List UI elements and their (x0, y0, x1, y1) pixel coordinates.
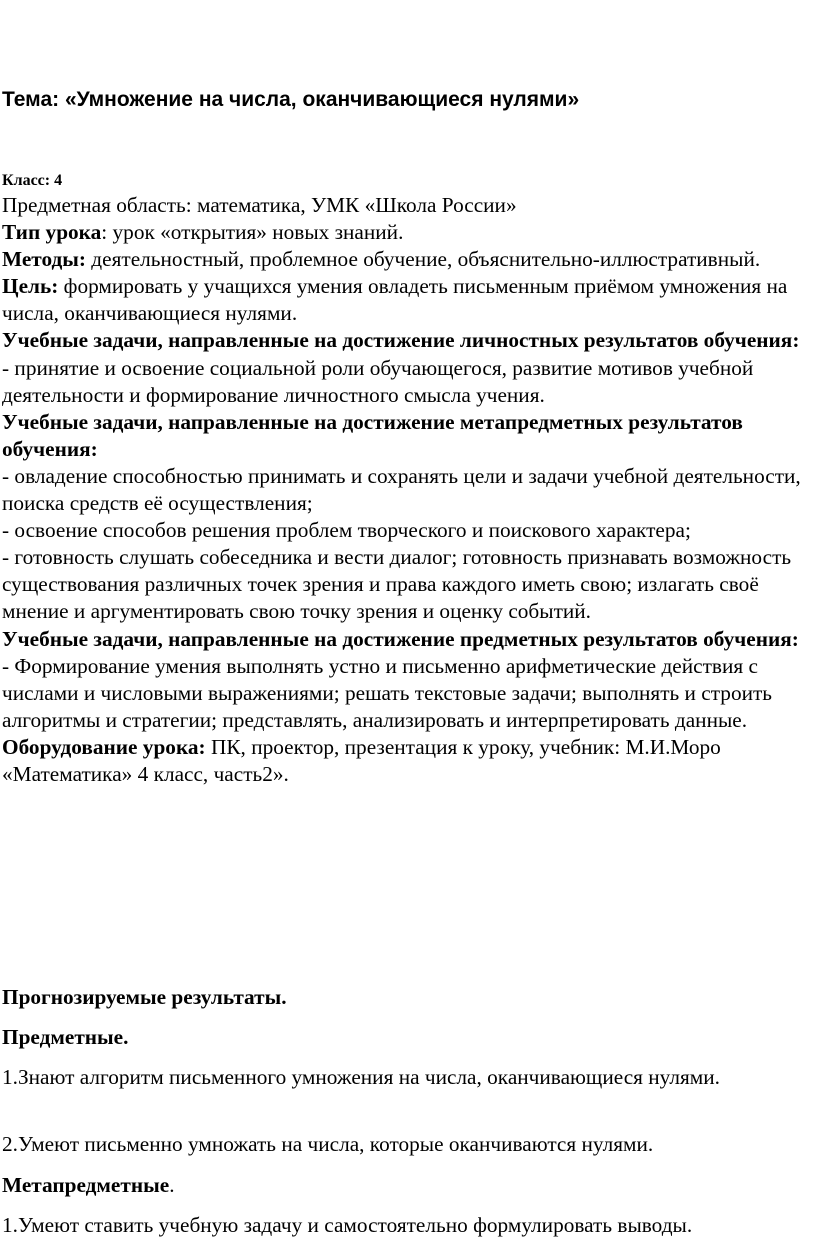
meta-tasks-heading-text: Учебные задачи, направленные на достижение метапредметных результатов обучения: (2, 409, 743, 461)
lesson-title: Тема: «Умножение на числа, оканчивающиеся нулями» (2, 88, 580, 111)
meta-results-heading-suffix: . (169, 1173, 175, 1197)
goal (2, 273, 814, 327)
subject-task-item: - Формирование умения выполнять устно и письменно арифметические действия с числами и числовыми выражениями; решать текстовые задачи; выполнять и строить алгоритмы и стратегии; представлять, анализировать и интерпретировать данные. (2, 653, 773, 732)
meta-tasks-heading (2, 409, 814, 463)
meta-result-item: 1.Умеют ставить учебную задачу и самостоятельно формулировать выводы. (2, 1213, 693, 1237)
personal-task-item: - принятие и освоение социальной роли обучающегося, развитие мотивов учебной деятельности и формирование личностного смысла учения. (2, 355, 754, 407)
methods (2, 246, 814, 273)
expected-results-heading: Прогнозируемые результаты. (2, 985, 287, 1009)
meta-results-heading-text: Метапредметные (2, 1173, 170, 1197)
personal-tasks-heading-text: Учебные задачи, направленные на достижение личностных результатов обучения: (2, 328, 800, 353)
lesson-info (2, 192, 814, 788)
lesson-type (2, 219, 814, 246)
goal-label: Цель: (2, 274, 59, 299)
personal-tasks-heading (2, 327, 814, 354)
lesson-type-label: Тип урока (2, 220, 102, 245)
equipment (2, 734, 814, 788)
subject-result-item: 1.Знают алгоритм письменного умножения на числа, оканчивающиеся нулями. (2, 1065, 721, 1089)
lesson-type-value: : урок «открытия» новых знаний. (101, 220, 404, 245)
subject-result-item: 2.Умеют письменно умножать на числа, которые оканчиваются нулями. (2, 1132, 654, 1156)
subject-tasks-heading (2, 626, 814, 653)
subject-results-heading: Предметные. (2, 1025, 129, 1049)
subject-tasks-heading-text: Учебные задачи, направленные на достижение предметных результатов обучения: (2, 626, 799, 651)
methods-label: Методы: (2, 247, 86, 272)
subject-area: Предметная область: математика, УМК «Школа России» (2, 193, 517, 217)
equipment-label: Оборудование урока: (2, 734, 206, 759)
meta-results-heading (2, 1172, 175, 1199)
methods-value: деятельностный, проблемное обучение, объяснительно-иллюстративный. (85, 247, 761, 272)
meta-task-item: - освоение способов решения проблем творческого и поискового характера; (2, 518, 691, 543)
meta-task-item: - овладение способностью принимать и сохранять цели и задачи учебной деятельности, поиска средств её осуществления; (2, 463, 801, 516)
meta-task-item: - готовность слушать собеседника и вести диалог; готовность признавать возможность существования различных точек зрения и права каждого иметь свою; излагать своё мнение и аргументировать свою точку зрения и оценку событий. (2, 545, 792, 624)
grade-line: Класс: 4 (2, 172, 63, 189)
equipment-value: ПК, проектор, презентация к уроку, учебник: М.И.Моро «Математика» 4 класс, часть2». (2, 734, 721, 786)
goal-value: формировать у учащихся умения овладеть письменным приёмом умножения на числа, оканчивающиеся нулями. (2, 274, 788, 326)
